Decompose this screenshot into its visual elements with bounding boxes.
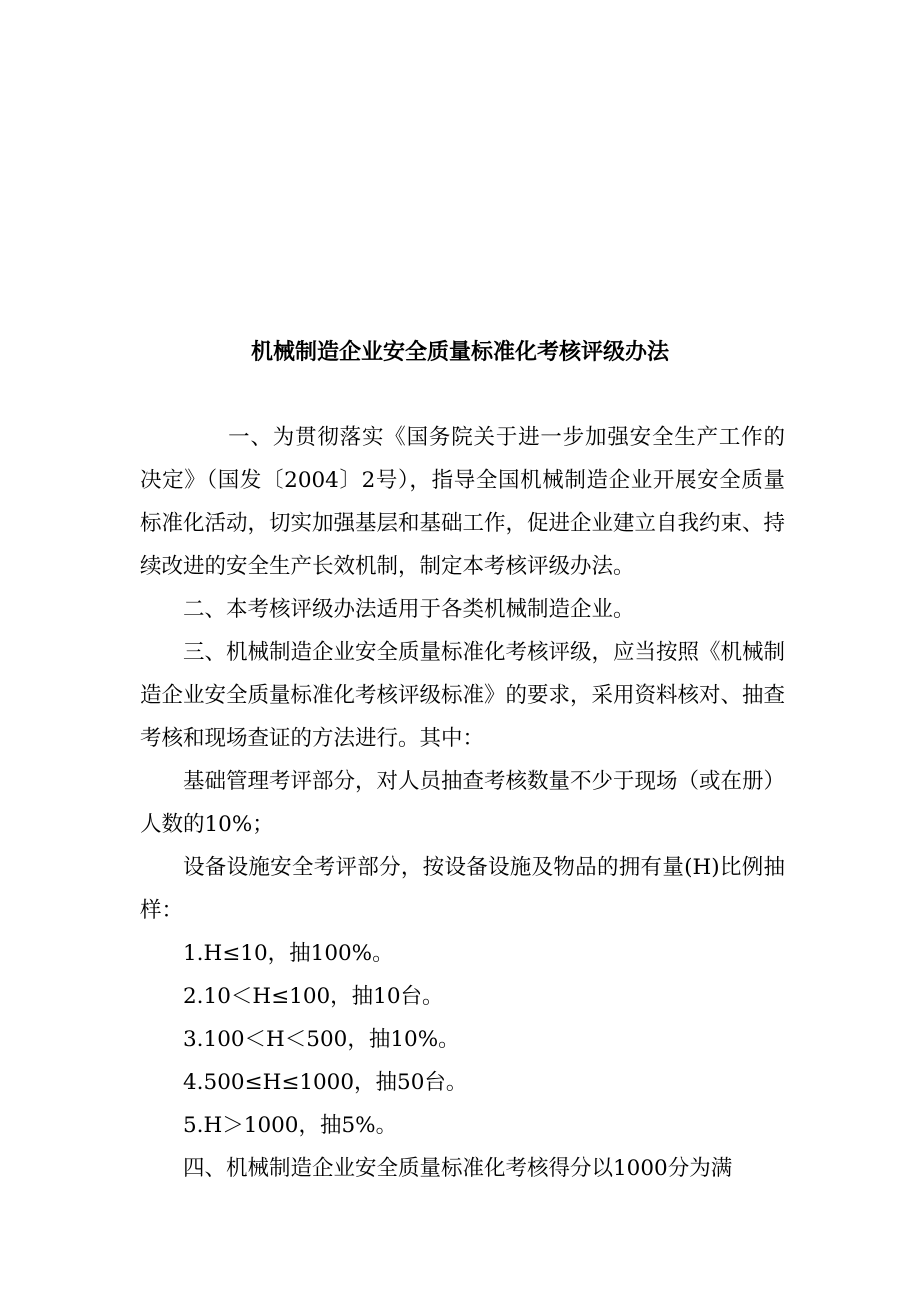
list-item-2: 2.10＜H≤100，抽10台。 [183, 984, 444, 1009]
list-item-3: 3.100＜H＜500，抽10%。 [183, 1027, 460, 1052]
list-item-4: 4.500≤H≤1000，抽50台。 [183, 1070, 468, 1095]
list-item-5: 5.H＞1000，抽5%。 [183, 1113, 398, 1138]
paragraph-3: 三、机械制造企业安全质量标准化考核评级，应当按照《机械制造企业安全质量标准化考核评级标准》的要求，采用资料核对、抽查考核和现场查证的方法进行。其中： [140, 640, 786, 751]
paragraph-1: 一、为贯彻落实《国务院关于进一步加强安全生产工作的决定》（国发〔2004〕2号），指导全国机械制造企业开展安全质量标准化活动，切实加强基层和基础工作，促进企业建立自我约束、持续改进的安全生产长效机制，制定本考核评级办法。 [140, 425, 786, 579]
paragraph-2: 二、本考核评级办法适用于各类机械制造企业。 [183, 597, 635, 622]
list-item-1: 1.H≤10，抽100%。 [183, 941, 394, 966]
paragraph-5: 设备设施安全考评部分，按设备设施及物品的拥有量(H)比例抽样： [140, 855, 785, 923]
paragraph-4: 基础管理考评部分，对人员抽查考核数量不少于现场（或在册）人数的10%； [140, 769, 786, 837]
document-body [140, 416, 785, 1190]
document-title: 机械制造企业安全质量标准化考核评级办法 [250, 340, 669, 365]
paragraph-6: 四、机械制造企业安全质量标准化考核得分以1000分为满 [183, 1156, 733, 1181]
